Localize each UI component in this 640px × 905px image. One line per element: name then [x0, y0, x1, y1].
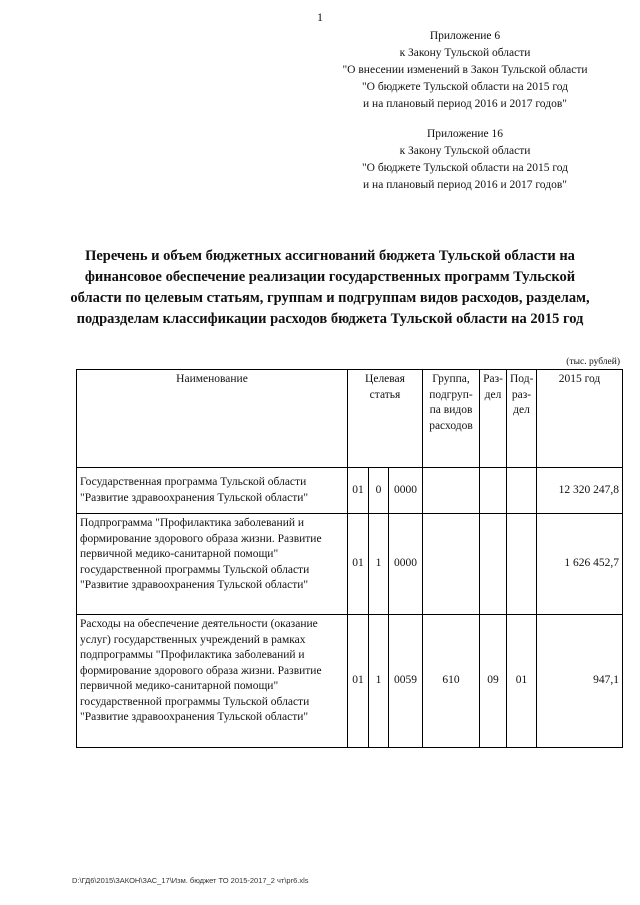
units-label: (тыс. рублей): [566, 357, 620, 367]
appendix-6-header: [330, 28, 600, 113]
header-group: Группа, подгруп-па видов расходов: [423, 370, 480, 468]
row-code-direction: 0000: [389, 514, 423, 615]
appendix-6-line5: и на плановый период 2016 и 2017 годов": [363, 98, 567, 110]
appendix-6-line2: к Закону Тульской области: [399, 47, 531, 59]
row-subsection: [507, 514, 537, 615]
row-code-program: 01: [348, 615, 369, 748]
row-code-subprogram: 1: [369, 514, 389, 615]
header-name: Наименование: [77, 370, 348, 468]
table-header-row: [77, 370, 623, 468]
row-name: Подпрограмма "Профилактика заболеваний и формирование здорового образа жизни. Развитие первичной медико-санитарной помощи" государственной программы Тульской области "Развитие здравоохранения Тульской области": [77, 514, 348, 615]
row-section: [480, 514, 507, 615]
row-code-subprogram: 0: [369, 468, 389, 514]
appendix-6-line1: Приложение 6: [429, 30, 501, 42]
row-code-direction: 0059: [389, 615, 423, 748]
row-group: [423, 468, 480, 514]
row-amount: 947,1: [537, 615, 623, 748]
row-name: Государственная программа Тульской области "Развитие здравоохранения Тульской области": [77, 468, 348, 514]
row-code-direction: 0000: [389, 468, 423, 514]
row-code-program: 01: [348, 514, 369, 615]
page-number: 1: [317, 10, 323, 24]
row-section: [480, 468, 507, 514]
appendix-6-line3: "О внесении изменений в Закон Тульской области: [342, 64, 588, 76]
row-section: 09: [480, 615, 507, 748]
header-year: 2015 год: [537, 370, 623, 468]
file-path-footer: D:\ГД6\2015\ЗАКОН\ЗАС_17\Изм. бюджет ТО 2015-2017_2 чт\pr6.xls: [72, 876, 309, 885]
appendix-16-line3: "О бюджете Тульской области на 2015 год: [361, 162, 569, 174]
appendix-16-header: [330, 126, 600, 194]
appendix-6-line4: "О бюджете Тульской области на 2015 год: [361, 81, 569, 93]
table-row: [77, 615, 623, 748]
appendix-16-line1: Приложение 16: [426, 128, 504, 140]
budget-table: [76, 369, 623, 748]
header-section: Раз-дел: [480, 370, 507, 468]
header-subsection: Под-раз-дел: [507, 370, 537, 468]
row-amount: 12 320 247,8: [537, 468, 623, 514]
row-code-subprogram: 1: [369, 615, 389, 748]
row-subsection: 01: [507, 615, 537, 748]
row-code-program: 01: [348, 468, 369, 514]
row-group: 610: [423, 615, 480, 748]
table-row: [77, 468, 623, 514]
row-group: [423, 514, 480, 615]
document-title: Перечень и объем бюджетных ассигнований бюджета Тульской области на финансовое обеспечение реализации государственных программ Тульской области по целевым статьям, группам и подгруппам видов расходов, разделам, подразделам классификации расходов бюджета Тульской области на 2015 год: [70, 248, 590, 327]
table-row: [77, 514, 623, 615]
row-name: Расходы на обеспечение деятельности (оказание услуг) государственных учреждений в рамках подпрограммы "Профилактика заболеваний и формирование здорового образа жизни. Развитие первичной медико-санитарной помощи" государственной программы Тульской области "Развитие здравоохранения Тульской области": [77, 615, 348, 748]
appendix-16-line4: и на плановый период 2016 и 2017 годов": [363, 179, 567, 191]
header-target-article: Целевая статья: [348, 370, 423, 468]
appendix-16-line2: к Закону Тульской области: [399, 145, 531, 157]
row-subsection: [507, 468, 537, 514]
row-amount: 1 626 452,7: [537, 514, 623, 615]
